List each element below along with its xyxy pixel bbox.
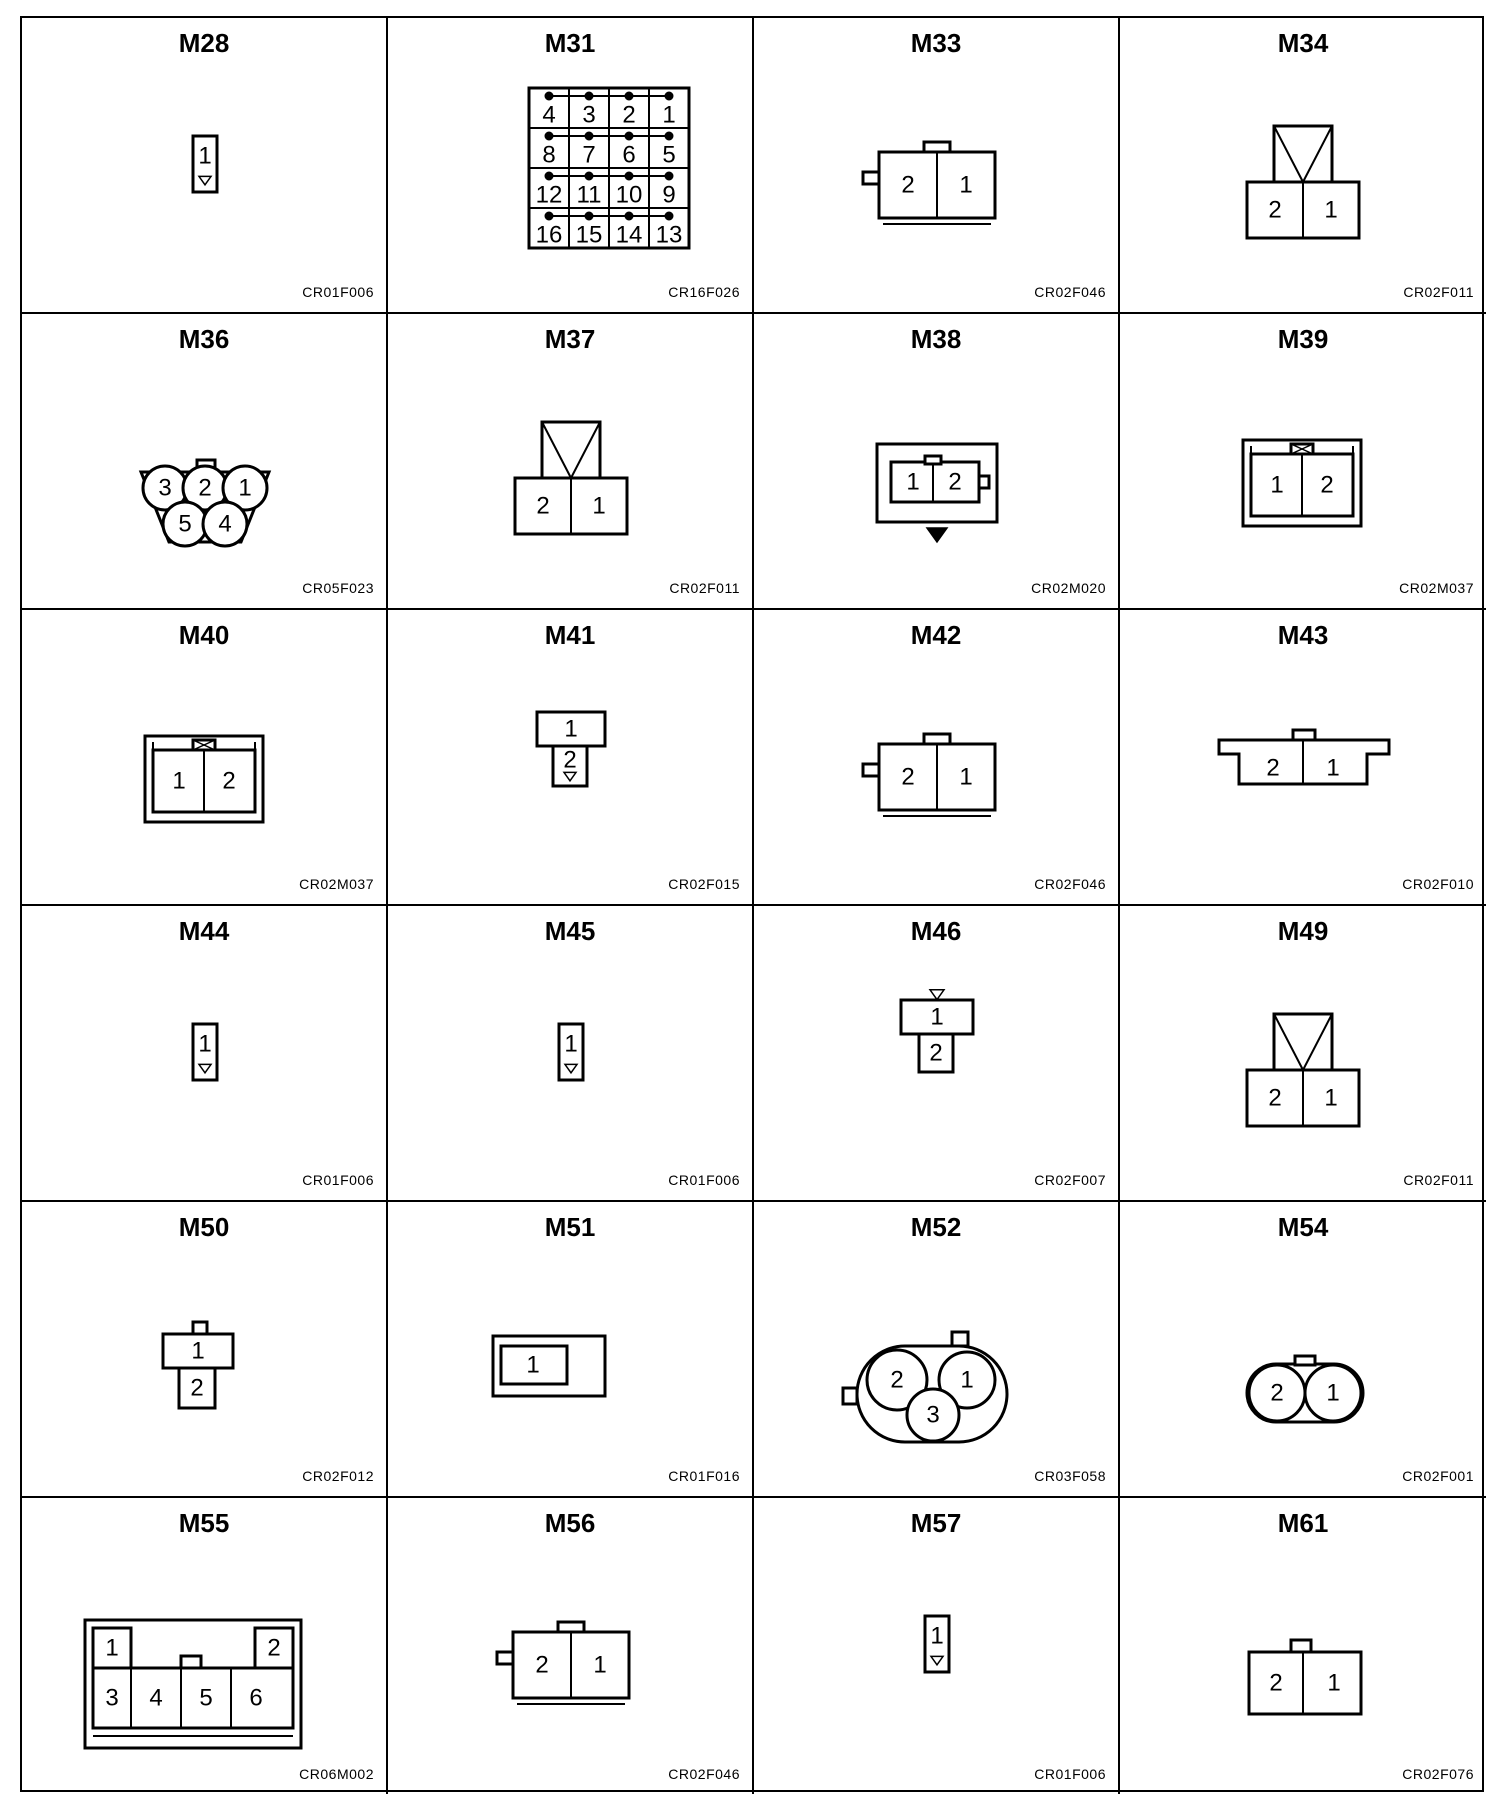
pin-number: 11: [576, 181, 602, 209]
connector-id: M51: [544, 1212, 596, 1242]
connector-diagram: [1203, 1548, 1403, 1748]
v-latch-box: [1274, 126, 1332, 182]
connector-cell: [754, 1498, 1120, 1794]
pin-number: 2: [1268, 1084, 1282, 1112]
connector-cell: [1120, 314, 1486, 610]
side-tab: [863, 764, 879, 776]
connector-cell: [388, 906, 754, 1202]
pin-number: 9: [662, 181, 676, 209]
connector-id: M44: [178, 916, 230, 946]
pin-row: [93, 1668, 293, 1728]
pin-number: 2: [536, 492, 550, 520]
figure-code: CR01F006: [302, 284, 374, 300]
terminal-dot: [665, 92, 673, 100]
terminal-dot: [545, 92, 553, 100]
figure-code: CR02F011: [1403, 284, 1474, 300]
connector-diagram: [837, 956, 1037, 1156]
pin-number: 6: [622, 141, 636, 169]
connector-id: M36: [178, 324, 230, 354]
pin-number: 1: [191, 1337, 205, 1365]
top-tab: [924, 142, 950, 152]
pin-number: 3: [158, 474, 172, 502]
connector-id: M28: [178, 28, 230, 58]
connector-cell: [754, 18, 1120, 314]
connector-diagram: [105, 364, 305, 564]
terminal-dot: [665, 212, 673, 220]
connector-id: M41: [544, 620, 596, 650]
connector-cell: [754, 610, 1120, 906]
connector-id: M56: [544, 1508, 596, 1538]
pin-number: 1: [593, 1651, 607, 1679]
inner-housing: [891, 462, 979, 502]
figure-code: CR02F076: [1402, 1766, 1474, 1782]
connector-cell: [22, 314, 388, 610]
pin-number: 15: [575, 221, 603, 249]
pin-number: 1: [198, 142, 212, 170]
top-tab: [925, 456, 941, 464]
top-tab: [1291, 1640, 1311, 1652]
latch-triangle-icon: [930, 990, 944, 1000]
connector-id: M57: [910, 1508, 962, 1538]
connector-id: M43: [1277, 620, 1329, 650]
connector-cell: [22, 610, 388, 906]
connector-diagram: [471, 956, 671, 1156]
side-tab: [979, 476, 989, 488]
pin-number: 7: [582, 141, 596, 169]
housing-outline: [1249, 1652, 1361, 1714]
terminal-dot: [545, 212, 553, 220]
figure-code: CR06M002: [299, 1766, 374, 1782]
pin-number: 3: [926, 1401, 940, 1429]
pin-number: 1: [1270, 471, 1284, 499]
pin-number: 2: [198, 474, 212, 502]
figure-code: CR16F026: [668, 284, 740, 300]
connector-id: M37: [544, 324, 596, 354]
pin-number: 8: [542, 141, 556, 169]
connector-cell: [388, 18, 754, 314]
connector-cell: [1120, 1498, 1486, 1794]
terminal-dot: [585, 212, 593, 220]
connector-diagram: [837, 364, 1037, 564]
terminal-dot: [545, 172, 553, 180]
pin-number: 2: [901, 171, 915, 199]
connector-id: M42: [910, 620, 962, 650]
connector-diagram: [1203, 1252, 1403, 1452]
connector-diagram: [471, 364, 671, 564]
figure-code: CR01F006: [1034, 1766, 1106, 1782]
connector-cell: [1120, 18, 1486, 314]
connector-cell: [388, 1202, 754, 1498]
connector-cell: [22, 906, 388, 1202]
connector-id: M54: [1277, 1212, 1329, 1242]
pin-number: 1: [662, 101, 676, 129]
connector-cell: [388, 610, 754, 906]
figure-code: CR02F046: [1034, 284, 1106, 300]
terminal-dot: [585, 132, 593, 140]
connector-diagram: [105, 1548, 305, 1748]
connector-diagram: [837, 68, 1037, 268]
pin-number: 14: [615, 221, 643, 249]
pin-number: 1: [238, 474, 252, 502]
figure-code: CR02F010: [1402, 876, 1474, 892]
top-tab: [193, 1322, 207, 1334]
figure-code: CR03F058: [1034, 1468, 1106, 1484]
figure-code: CR01F006: [668, 1172, 740, 1188]
figure-code: CR05F023: [302, 580, 374, 596]
pin-number: 1: [960, 1366, 974, 1394]
pin-number: 2: [890, 1366, 904, 1394]
figure-code: CR02M020: [1031, 580, 1106, 596]
pin-number: 1: [198, 1030, 212, 1058]
pin-number: 1: [959, 171, 973, 199]
pin-number: 1: [172, 767, 186, 795]
side-tab: [843, 1388, 857, 1404]
connector-id: M50: [178, 1212, 230, 1242]
connector-cell: [754, 906, 1120, 1202]
pin-number: 1: [564, 715, 578, 743]
pin-number: 1: [1324, 1084, 1338, 1112]
connector-diagram: [105, 1252, 305, 1452]
figure-code: CR02F046: [1034, 876, 1106, 892]
pin-number: 13: [655, 221, 683, 249]
connector-diagram: [1203, 660, 1403, 860]
figure-code: CR02F046: [668, 1766, 740, 1782]
connector-id: M49: [1277, 916, 1329, 946]
terminal-dot: [625, 92, 633, 100]
pin-number: 1: [1326, 754, 1340, 782]
connector-diagram: [471, 1548, 671, 1748]
figure-code: CR02F011: [1403, 1172, 1474, 1188]
figure-code: CR02F007: [1034, 1172, 1106, 1188]
pin-number: 1: [959, 763, 973, 791]
pin-number: 10: [615, 181, 643, 209]
pin-number: 2: [901, 763, 915, 791]
connector-diagram: [105, 956, 305, 1156]
pin-number: 3: [105, 1684, 119, 1712]
pin-number: 1: [930, 1622, 944, 1650]
pin-number: 5: [662, 141, 676, 169]
connector-id: M34: [1277, 28, 1329, 58]
top-tab: [952, 1332, 968, 1346]
v-latch-box: [542, 422, 600, 478]
pin-number: 4: [149, 1684, 163, 1712]
pin-number: 5: [199, 1684, 213, 1712]
connector-id: M38: [910, 324, 962, 354]
connector-diagram: [471, 1252, 671, 1452]
v-latch-box: [1274, 1014, 1332, 1070]
pin-number: 2: [1269, 1669, 1283, 1697]
figure-code: CR02M037: [299, 876, 374, 892]
terminal-dot: [625, 132, 633, 140]
pin-number: 12: [535, 181, 563, 209]
pin-number: 2: [267, 1634, 281, 1662]
top-tab: [181, 1656, 201, 1668]
connector-id: M52: [910, 1212, 962, 1242]
terminal-dot: [625, 172, 633, 180]
pin-number: 6: [249, 1684, 263, 1712]
connector-cell: [1120, 610, 1486, 906]
pin-number: 2: [1268, 196, 1282, 224]
figure-code: CR02M037: [1399, 580, 1474, 596]
terminal-dot: [545, 132, 553, 140]
pin-number: 4: [218, 510, 232, 538]
terminal-dot: [625, 212, 633, 220]
connector-cell: [388, 1498, 754, 1794]
terminal-dot: [585, 172, 593, 180]
pin-number: 2: [190, 1374, 204, 1402]
connector-diagram: [1203, 364, 1403, 564]
figure-code: CR02F001: [1402, 1468, 1474, 1484]
connector-diagram: [1203, 68, 1403, 268]
terminal-dot: [665, 172, 673, 180]
pin-number: 2: [1270, 1379, 1284, 1407]
pin-number: 2: [948, 468, 962, 496]
connector-diagram: [837, 1252, 1037, 1452]
pin-number: 1: [1327, 1669, 1341, 1697]
pin-number: 2: [622, 101, 636, 129]
connector-cell: [22, 1498, 388, 1794]
pin-number: 2: [563, 746, 577, 774]
figure-code: CR01F016: [668, 1468, 740, 1484]
connector-cell: [22, 1202, 388, 1498]
connector-grid: [20, 16, 1484, 1792]
pin-number: 16: [535, 221, 563, 249]
connector-id: M45: [544, 916, 596, 946]
top-tab: [1295, 1356, 1315, 1365]
terminal-dot: [585, 92, 593, 100]
figure-code: CR02F015: [668, 876, 740, 892]
pin-number: 1: [592, 492, 606, 520]
pin-number: 5: [178, 510, 192, 538]
connector-diagram: [105, 68, 305, 268]
connector-id: M55: [178, 1508, 230, 1538]
side-tab: [863, 172, 879, 184]
side-tab: [497, 1652, 513, 1664]
connector-id: M31: [544, 28, 596, 58]
pin-number: 1: [906, 468, 920, 496]
pin-number: 1: [930, 1003, 944, 1031]
figure-code: CR02F011: [669, 580, 740, 596]
pin-number: 1: [1326, 1379, 1340, 1407]
connector-cell: [22, 18, 388, 314]
connector-cell: [1120, 1202, 1486, 1498]
connector-cell: [388, 314, 754, 610]
pin-number: 1: [526, 1351, 540, 1379]
pin-number: 1: [564, 1030, 578, 1058]
figure-code: CR01F006: [302, 1172, 374, 1188]
pin-number: 4: [542, 101, 556, 129]
connector-diagram: [471, 68, 683, 268]
pin-number: 2: [222, 767, 236, 795]
connector-id: M46: [910, 916, 962, 946]
terminal-dot: [665, 132, 673, 140]
figure-code: CR02F012: [302, 1468, 374, 1484]
top-tab: [558, 1622, 584, 1632]
pin-number: 2: [929, 1039, 943, 1067]
pin-number: 1: [1324, 196, 1338, 224]
connector-diagram: [1203, 956, 1403, 1156]
connector-cell: [1120, 906, 1486, 1202]
latch-triangle-icon: [927, 528, 947, 542]
connector-id: M40: [178, 620, 230, 650]
connector-cell: [754, 314, 1120, 610]
connector-diagram: [837, 1548, 1037, 1748]
pin-number: 3: [582, 101, 596, 129]
connector-diagram: [471, 660, 671, 860]
top-tab: [924, 734, 950, 744]
connector-cell: [754, 1202, 1120, 1498]
connector-diagram: [105, 660, 305, 860]
pin-number: 1: [105, 1634, 119, 1662]
connector-id: M61: [1277, 1508, 1329, 1538]
connector-diagram: [837, 660, 1037, 860]
connector-id: M39: [1277, 324, 1329, 354]
pin-number: 2: [1320, 471, 1334, 499]
top-tab: [1293, 730, 1315, 740]
pin-number: 2: [535, 1651, 549, 1679]
connector-id: M33: [910, 28, 962, 58]
pin-number: 2: [1266, 754, 1280, 782]
